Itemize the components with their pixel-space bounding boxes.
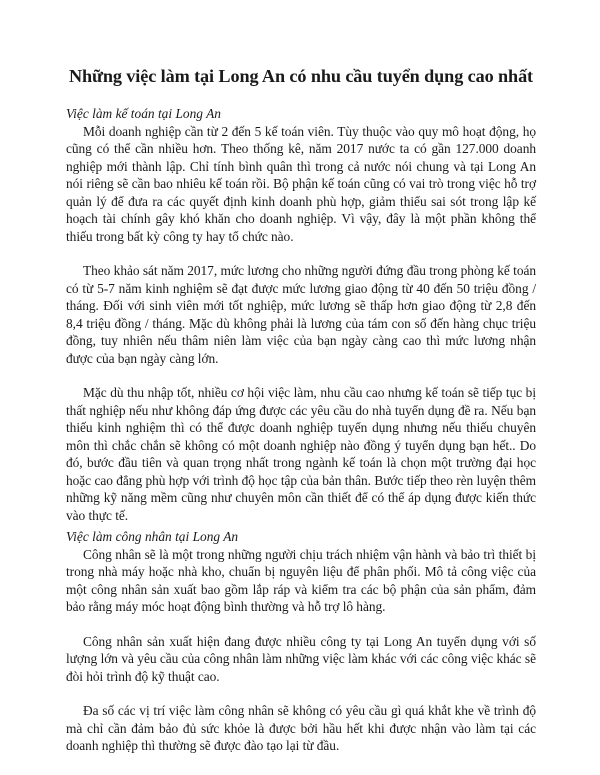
section-heading-accounting: Việc làm kế toán tại Long An (66, 106, 221, 121)
paragraph-worker-1: Công nhân sẽ là một trong những người chịu trách nhiệm vận hành và bảo trì thiết bị trong nhà máy hoặc nhà kho, chuẩn bị nguyên liệu để phân phối. Mô tả công việc của một công nhân sản xuất bao gồm lắp ráp và kiểm tra các bộ phận của sản phẩm, đảm bảo rằng máy móc hoạt động bình thường và hỗ trợ lô hàng. (66, 546, 536, 614)
paragraph-accounting-3: Mặc dù thu nhập tốt, nhiều cơ hội việc làm, nhu cầu cao nhưng kế toán sẽ tiếp tục bị thất nghiệp nếu như không đáp ứng được các yêu cầu do nhà tuyển dụng đề ra. Nếu bạn thiếu kinh nghiệm thì có thể được doanh nghiệp tuyển dụng nhưng nếu thiếu chuyên môn thì chắc chắn sẽ không có một doanh nghiệp nào đồng ý tuyển dụng bạn hết.. Do đó, bước đầu tiên và quan trọng nhất trong ngành kế toán là chọn một trường đại học hoặc cao đẳng phù hợp với trình độ học tập của bản thân. Bước tiếp theo rèn luyện thêm những kỹ năng mềm cũng như chuyên môn cần thiết để có thể áp dụng được kiến thức vào thực tế. (66, 385, 536, 523)
document-page (66, 64, 536, 755)
section-heading-worker: Việc làm công nhân tại Long An (66, 529, 239, 544)
paragraph-worker-3: Đa số các vị trí việc làm công nhân sẽ không có yêu cầu gì quá khắt khe về trình độ mà chỉ cần đảm bảo đủ sức khỏe là được bởi hầu hết khi được nhận vào làm tại các doanh nghiệp thì thường sẽ được đào tạo lại từ đầu. (66, 703, 536, 753)
document-title: Những việc làm tại Long An có nhu cầu tuyển dụng cao nhất (68, 66, 534, 86)
section-accounting (66, 105, 536, 524)
paragraph-accounting-1: Mỗi doanh nghiệp cần từ 2 đến 5 kế toán viên. Tùy thuộc vào quy mô hoạt động, họ cũng có thể cần nhiều hơn. Theo thống kê, năm 2017 nước ta có gần 127.000 doanh nghiệp mới thành lập. Chỉ tính bình quân thì trong cả nước nói chung và tại Long An nói riêng sẽ cần bao nhiêu kế toán rồi. Bộ phận kế toán cũng có vai trò trong việc hỗ trợ quản lý để đưa ra các quyết định kinh doanh phù hợp, giảm thiểu sai sót trong lập kế hoạch tài chính gây khó khăn cho doanh nghiệp. Vì vậy, đây là một phần không thể thiếu trong bất kỳ công ty hay tổ chức nào. (66, 123, 536, 244)
section-worker (66, 528, 536, 755)
paragraph-worker-2: Công nhân sản xuất hiện đang được nhiều công ty tại Long An tuyển dụng với số lượng lớn và yêu cầu của công nhân làm những việc làm khác với các công việc khác sẽ đòi hỏi trình độ kỹ thuật cao. (66, 633, 536, 684)
paragraph-accounting-2: Theo khảo sát năm 2017, mức lương cho những người đứng đầu trong phòng kế toán có từ 5-7 năm kinh nghiệm sẽ đạt được mức lương giao động từ 40 đến 50 triệu đồng / tháng. Đối với sinh viên mới tốt nghiệp, mức lương sẽ thấp hơn giao động từ 2,8 đến 8,4 triệu đồng / tháng. Mặc dù không phải là lương của tám con số đến hàng chục triệu đồng, tuy nhiên nếu thâm niên làm việc của bạn ngày càng cao thì mức lương nhận được của bạn ngày càng lớn. (66, 263, 536, 366)
